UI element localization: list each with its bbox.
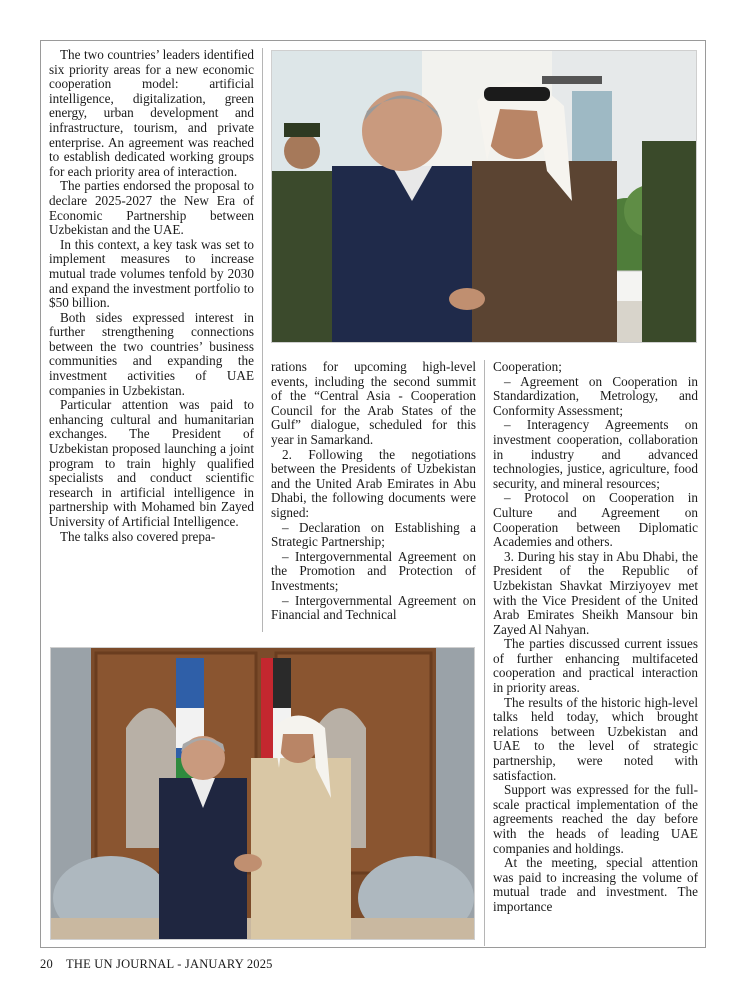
paragraph: Cooperation;	[493, 360, 562, 374]
paragraph: Particular attention was paid to enhancing cultural and humanitarian exchanges. The President of Uzbekistan proposed launching a joint program to train highly qualified specialists and conduct scientific research in artificial intelligence in partnership with Mohamed bin Zayed University of Artificial Intelligence.	[49, 397, 254, 529]
paragraph: The parties endorsed the proposal to declare 2025-2027 the New Era of Economic Partnership between Uzbekistan and the UAE.	[49, 178, 254, 238]
paragraph: In this context, a key task was set to implement measures to increase mutual trade volumes tenfold by 2030 and expand the investment portfolio to $50 billion.	[49, 236, 254, 311]
page-footer	[40, 957, 283, 972]
paragraph: Both sides expressed interest in further strengthening connections between the two countries’ business communities and expanding the investment activities of UAE companies in Uzbekistan.	[49, 309, 254, 398]
column-divider	[484, 360, 485, 946]
article-column-1	[49, 48, 254, 633]
article-column-3	[493, 360, 698, 946]
paragraph: The parties discussed current issues of further enhancing multifaceted cooperation and practical interaction in priority areas.	[493, 636, 698, 696]
page-number: 20	[40, 957, 53, 971]
paragraph: 3. During his stay in Abu Dhabi, the President of the Republic of Uzbekistan Shavkat Mirziyoyev met with the Vice President of the United Arab Emirates Sheikh Mansour bin Zayed Al Nahyan.	[493, 548, 698, 637]
paragraph: At the meeting, special attention was paid to increasing the volume of mutual trade and investment. The importance	[493, 855, 698, 914]
paragraph: – Intergovernmental Agreement on Financial and Technical	[271, 592, 476, 623]
paragraph: – Interagency Agreements on investment cooperation, collaboration in industry and advanced technologies, justice, agriculture, food security, and mineral resources;	[493, 417, 698, 491]
paragraph: – Agreement on Cooperation in Standardization, Metrology, and Conformity Assessment;	[493, 373, 698, 418]
paragraph: The two countries’ leaders identified six priority areas for a new economic cooperation model: artificial intelligence, digitalization, green energy, urban development and infrastructure, tourism, and private enterprise. An agreement was reached to establish dedicated working groups for each priority area of interaction.	[49, 48, 254, 179]
paragraph: The results of the historic high-level talks held today, which brought relations between Uzbekistan and UAE to the level of strategic partnership, were noted with satisfaction.	[493, 694, 698, 783]
journal-title-footer: THE UN JOURNAL - JANUARY 2025	[66, 957, 273, 971]
paragraph: rations for upcoming high-level events, including the second summit of the “Central Asia - Cooperation Council for the Arab States of the Gulf” dialogue, scheduled for this year in Samarkand.	[271, 360, 476, 447]
photo-leaders-greeting	[271, 50, 697, 343]
paragraph: – Declaration on Establishing a Strategic Partnership;	[271, 519, 476, 550]
column-divider	[262, 48, 263, 632]
photo-handshake-meeting	[50, 647, 475, 940]
paragraph: – Protocol on Cooperation in Culture and Agreement on Cooperation between Diplomatic Academies and others.	[493, 490, 698, 550]
paragraph: – Intergovernmental Agreement on the Promotion and Protection of Investments;	[271, 548, 476, 593]
article-column-2	[271, 360, 476, 632]
paragraph: The talks also covered prepa-	[60, 528, 216, 544]
paragraph: 2. Following the negotiations between the Presidents of Uzbekistan and the United Arab Emirates in Abu Dhabi, the following documents were signed:	[271, 446, 476, 520]
paragraph: Support was expressed for the full-scale practical implementation of the agreements reached the day before with the heads of leading UAE companies and holdings.	[493, 782, 698, 856]
